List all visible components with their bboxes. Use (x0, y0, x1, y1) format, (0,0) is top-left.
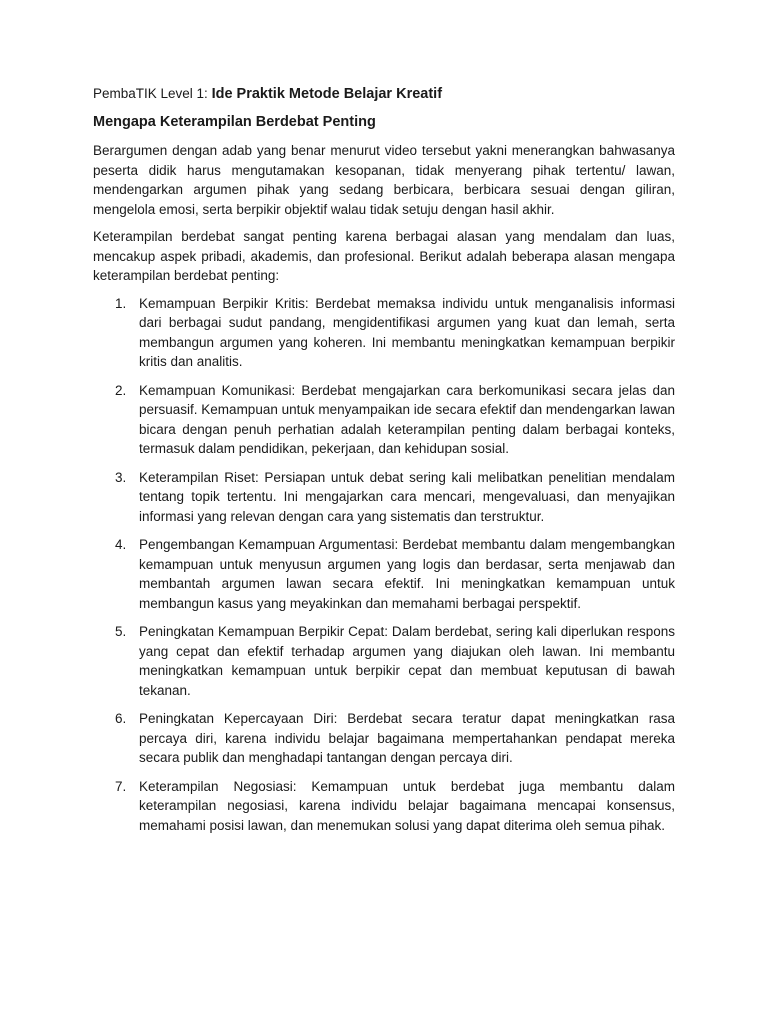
list-item (93, 535, 675, 613)
list-number: 6. (115, 711, 127, 726)
document-page (93, 84, 675, 844)
list-item (93, 381, 675, 459)
list-text: Peningkatan Kepercayaan Diri: Berdebat secara teratur dapat meningkatkan rasa percaya diri, karena individu belajar bagaimana mempertahankan pendapat mereka secara publik dan menghadapi tantangan dengan percaya diri. (139, 711, 675, 765)
paragraph-intro-alasan: Keterampilan berdebat sangat penting karena berbagai alasan yang mendalam dan luas, mencakup aspek pribadi, akademis, dan profesional. Berikut adalah beberapa alasan mengapa keterampilan berdebat penting: (93, 229, 675, 283)
list-number: 4. (115, 537, 127, 552)
reasons-list (93, 294, 675, 836)
list-number: 7. (115, 778, 127, 794)
list-item (93, 468, 675, 527)
title-prefix: PembaTIK Level 1: (93, 86, 212, 101)
paragraph-adab-berargumen: Berargumen dengan adab yang benar menurut video tersebut yakni menerangkan bahwasanya peserta didik harus mengutamakan kesopanan, tidak menyerang pihak tertentu/ lawan, mendengarkan argumen pihak yang sedang berbicara, berbicara sesuai dengan giliran, mengelola emosi, serta berpikir objektif walau tidak setuju dengan hasil akhir. (93, 143, 675, 217)
list-text: Pengembangan Kemampuan Argumentasi: Berdebat membantu dalam mengembangkan kemampuan untuk menyusun argumen yang logis dan berdasar, serta menjawab dan membantah argumen lawan secara efektif. Ini meningkatkan kemampuan untuk membangun kasus yang meyakinkan dan memahami berbagai perspektif. (139, 537, 675, 611)
list-number: 5. (115, 624, 127, 639)
list-item (93, 709, 675, 768)
title-main: Ide Praktik Metode Belajar Kreatif (211, 86, 443, 102)
list-number: 3. (115, 469, 127, 485)
list-number: 1. (115, 295, 127, 311)
list-item (93, 777, 675, 836)
list-item (93, 622, 675, 700)
list-number: 2. (115, 382, 127, 398)
list-item (93, 294, 675, 372)
list-text: Peningkatan Kemampuan Berpikir Cepat: Dalam berdebat, sering kali diperlukan respons yang cepat dan efektif terhadap argumen yang diajukan oleh lawan. Ini membantu meningkatkan kemampuan untuk berpikir cepat dan membuat keputusan di bawah tekanan. (139, 624, 675, 698)
list-text: Kemampuan Komunikasi: Berdebat mengajarkan cara berkomunikasi secara jelas dan persuasif. Kemampuan untuk menyampaikan ide secara efektif dan mendengarkan lawan bicara dengan penuh perhatian adalah keterampilan penting dalam berbagai konteks, termasuk dalam pendidikan, pekerjaan, dan kehidupan sosial. (139, 382, 675, 456)
list-text: Keterampilan Negosiasi: Kemampuan untuk berdebat juga membantu dalam keterampilan negosiasi, karena individu belajar bagaimana mencapai konsensus, memahami posisi lawan, dan menemukan solusi yang dapat diterima oleh semua pihak. (139, 778, 675, 833)
list-text: Keterampilan Riset: Persiapan untuk debat sering kali melibatkan penelitian mendalam tentang topik tertentu. Ini mengajarkan cara mencari, mengevaluasi, dan menyajikan informasi yang relevan dengan cara yang sistematis dan terstruktur. (139, 469, 675, 524)
document-title (93, 84, 675, 104)
list-text: Kemampuan Berpikir Kritis: Berdebat memaksa individu untuk menganalisis informasi dari berbagai sudut pandang, mengidentifikasi argumen yang kuat dan lemah, serta membangun argumen yang koheren. Ini membantu meningkatkan kemampuan berpikir kritis dan analitis. (139, 295, 675, 369)
section-heading: Mengapa Keterampilan Berdebat Penting (93, 114, 376, 130)
